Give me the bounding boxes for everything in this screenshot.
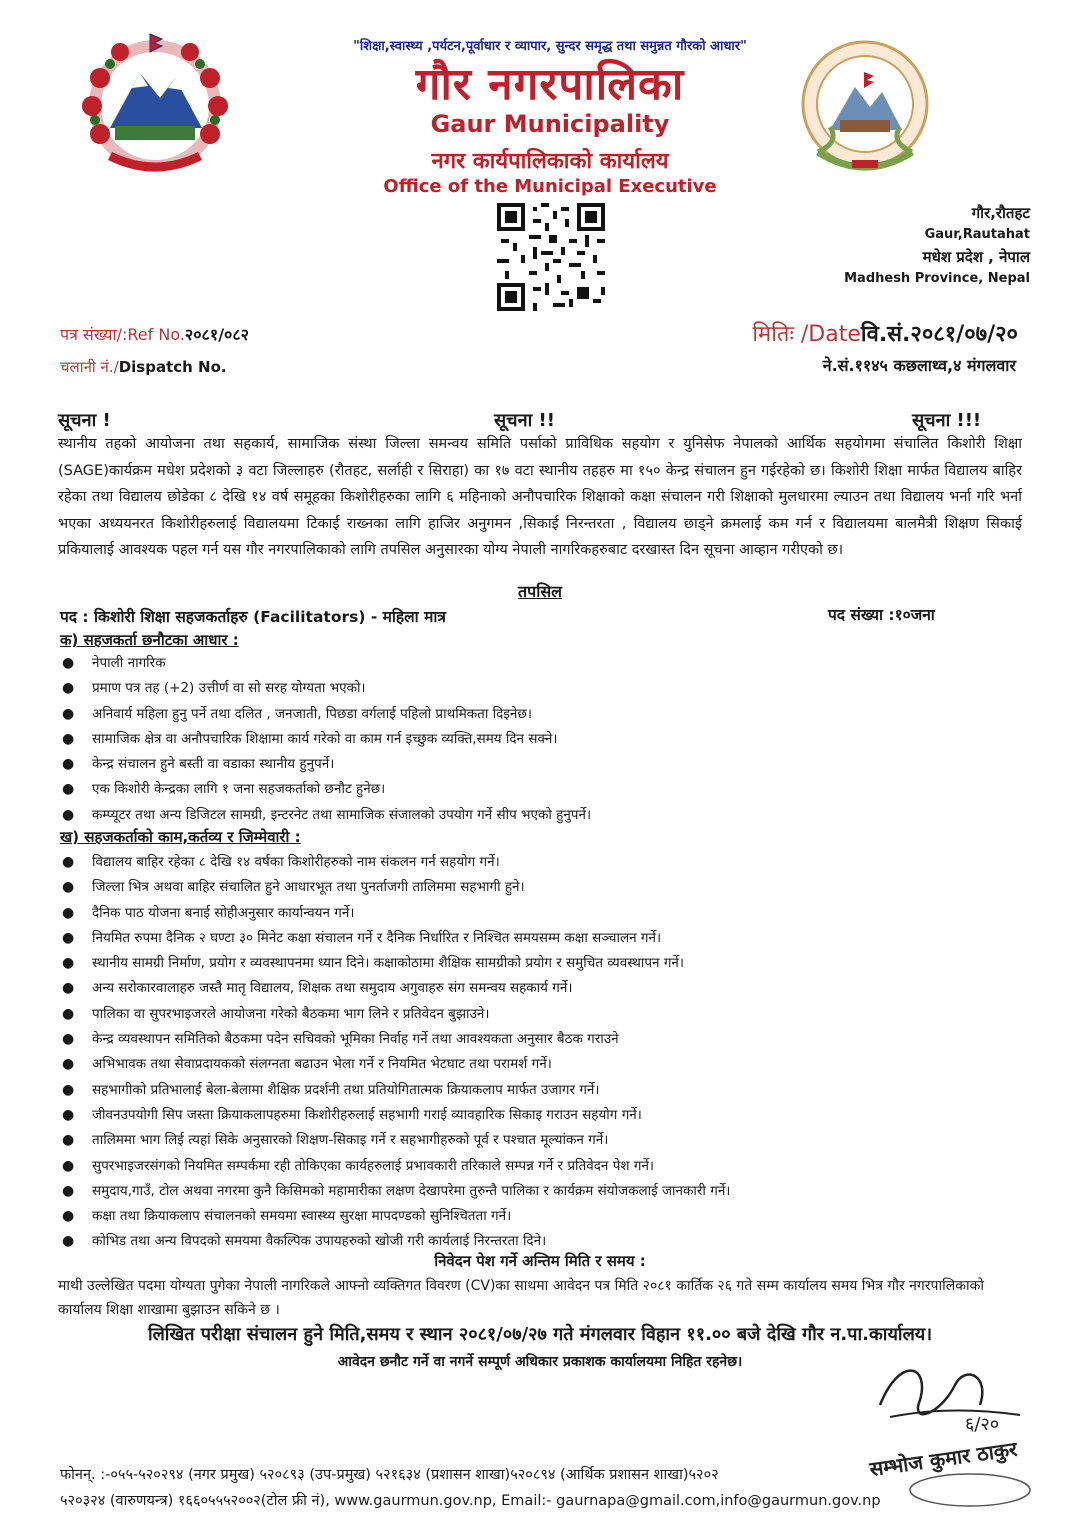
criteria-list [60,651,591,828]
list-item [60,1154,730,1179]
ref-value: २०८१/०८२ [184,325,250,344]
header-slogan: "शिक्षा,स्वास्थ्य ,पर्यटन,पूर्वाधार र व्यापार, सुन्दर समृद्ध तथा समुन्नत गौरको आधार" [353,39,747,54]
bullet-icon: ● [62,929,75,946]
list-item [60,1027,730,1052]
notice-heading-1: सूचना ! [58,410,111,431]
bullet-icon: ● [62,1208,75,1225]
duty-item-text: दैनिक पाठ योजना बनाई सोहीअनुसार कार्यान्वयन गर्ने। [92,904,355,921]
post-title: पद : किशोरी शिक्षा सहजकर्ताहरु (Facilitators) - महिला मात्र [60,608,446,626]
date-label: मितिः /Date [752,322,861,347]
bullet-icon: ● [62,680,75,697]
bullet-icon: ● [62,1157,75,1174]
issue-date [752,318,1018,348]
criteria-item-text: नेपाली नागरिक [92,655,166,671]
signature-date: ६/२० [965,1414,1000,1435]
list-item [60,1103,730,1128]
application-deadline-title: निवेदन पेश गर्ने अन्तिम मिति र समय : [434,1252,646,1270]
bullet-icon: ● [62,730,75,747]
duty-item-text: अन्य सरोकारवालाहरु जस्तै मातृ विद्यालय, शिक्षक तथा समुदाय अगुवाहरु संग समन्वय सहकार्य गर्ने। [92,980,573,997]
footer-phone-numbers: फोनन्. :-०५५-५२०२९४ (नगर प्रमुख) ५२०८९३ (उप-प्रमुख) ५२१६३४ (प्रशासन शाखा)५२०८९४ (आर्थिक प्रशासन शाखा)५२०२ [60,1467,719,1483]
bullet-icon: ● [62,904,75,921]
criteria-item-text: प्रमाण पत्र तह (+2) उत्तीर्ण वा सो सरह योग्यता भएको। [92,680,366,697]
details-heading [0,580,1080,602]
duty-item-text: विद्यालय बाहिर रहेका ८ देखि १४ वर्षका किशोरीहरुको नाम संकलन गर्न सहयोग गर्ने। [92,854,500,870]
notice-body: स्थानीय तहको आयोजना तथा सहकार्य, सामाजिक संस्था जिल्ला समन्वय समिति पर्साको प्राविधिक सहयोग र युनिसेफ नेपालको आर्थिक सहयोगमा संचालित किशोरी शिक्षा (SAGE)कार्यक्रम मधेश प्रदेशको ३ वटा जिल्लाहरु (रौतहट, सर्लाही र सिराहा) का १७ वटा स्थानीय तहहरु मा १५० केन्द्र संचालन हुन गईरहेको छ। किशोरी शिक्षा मार्फत विद्यालय बाहिर रहेका तथा विद्यालय छोडेका ८ देखि १४ वर्ष समूहका किशोरीहरुका लागि ६ महिनाको अनौपचारिक शिक्षाको कक्षा संचालन गरी शिक्षाको मुलधारमा ल्याउन तथा विद्यालय भर्ना गरि भर्ना भएका अध्ययनरत किशोरीहरुलाई विद्यालयमा टिकाई राख्नका लागि हाजिर अनुगमन ,सिकाई निरन्तरता , विद्यालय छाड्ने क्रमलाई कम गर्न र विद्यालयमा बालमैत्री शिक्षण सिकाई प्रकियालाई आवश्यक पहल गर्न यस गौर नगरपालिकाको लागि तपसिल अनुसारका योग्य नेपाली नागरिकहरुबाट दरखास्त दिन सूचना आव्हान गरीएको छ। [58,436,1022,558]
list-item [60,1078,730,1103]
bullet-icon: ● [62,781,75,798]
details-heading-text: तपसिल [517,582,563,601]
list-item [60,1128,730,1153]
office-address [844,202,1030,290]
municipality-logo-icon [790,32,940,182]
qr-code-icon [497,203,605,311]
ref-label: पत्र संख्या/:Ref No. [60,325,185,344]
duty-item-text: कोभिड तथा अन्य विपदको समयमा वैकल्पिक उपायहरुको खोजी गरी कार्यलाई निरन्तरता दिने। [92,1233,547,1250]
bullet-icon: ● [62,1005,75,1022]
duty-item-text: नियमित रुपमा दैनिक २ घण्टा ३० मिनेट कक्षा संचालन गर्ने र दैनिक निर्धारित र निश्चित समयसम्म कक्षा सञ्चालन गर्ने। [92,929,662,946]
duty-item-text: जिल्ला भित्र अथवा बाहिर संचालित हुने आधारभूत तथा पुनर्ताजगी तालिममा सहभागी हुने। [92,879,525,896]
list-item [60,777,591,802]
list-item [60,951,730,976]
bullet-icon: ● [62,1233,75,1250]
notice-heading-2: सूचना !! [494,410,555,431]
list-item [60,926,730,951]
signature-icon [860,1345,1040,1515]
duty-item-text: अभिभावक तथा सेवाप्रदायकको संलग्नता बढाउन भेला गर्ने र नियमित भेटघाट तथा परामर्श गर्ने। [92,1056,552,1073]
criteria-item-text: सामाजिक क्षेत्र वा अनौपचारिक शिक्षामा कार्य गरेको वा काम गर्न इच्छुक व्यक्ति,समय दिन सक्ने। [92,730,558,747]
nepal-sambat-date: ने.सं.११४५ कछलाथ्व,४ मंगलवार [822,356,1016,375]
list-item [60,727,591,752]
office-title-english: Office of the Municipal Executive [383,176,717,197]
address-line-1: गौर,रौतहट [971,204,1030,222]
list-item [60,1204,730,1229]
nepal-emblem-icon [70,28,240,178]
notice-heading-3: सूचना !!! [912,410,982,431]
list-item [60,875,730,900]
list-item [60,651,591,676]
list-item [60,901,730,926]
list-item [60,1052,730,1077]
bullet-icon: ● [62,756,75,773]
footer-contact: ५२०३२४ (वारुणयन्त्र) १६६०५५५२००२(टोल फ्री नं), www.gaurmun.gov.np, Email:- gaurnapa@gmail.com,info@gaurmun.gov.np [60,1493,881,1509]
bullet-icon: ● [62,955,75,972]
bullet-icon: ● [62,806,75,823]
duties-title: ख) सहजकर्ताको काम,कर्तव्य र जिम्मेवारी : [60,828,301,846]
bullet-icon: ● [62,1081,75,1098]
list-item [60,702,591,727]
list-item [60,803,591,828]
list-item [60,752,591,777]
list-item [60,1179,730,1204]
bullet-icon: ● [62,1182,75,1199]
bullet-icon: ● [62,1056,75,1073]
criteria-item-text: एक किशोरी केन्द्रका लागि १ जना सहजकर्ताको छनौट हुनेछ। [92,781,386,798]
municipality-title-english: Gaur Municipality [430,110,670,138]
municipality-title-nepali: गौर नगरपालिका [415,59,685,110]
bullet-icon: ● [62,1031,75,1048]
duty-item-text: तालिममा भाग लिई त्यहां सिके अनुसारको शिक्षण-सिकाइ गर्ने र सहभागीहरुको पूर्व र पश्चात मूल्यांकन गर्ने। [92,1132,609,1149]
bullet-icon: ● [62,655,75,671]
address-line-4: Madhesh Province, Nepal [844,271,1030,286]
criteria-item-text: कम्प्यूटर तथा अन्य डिजिटल सामग्री, इन्टरनेट तथा सामाजिक संजालको उपयोग गर्ने सीप भएको हुनुपर्ने। [92,806,592,823]
date-value: वि.सं.२०८१/०७/२० [860,322,1018,347]
office-title-nepali: नगर कार्यपालिकाको कार्यालय [431,149,669,174]
duties-list [60,850,730,1255]
criteria-title: क) सहजकर्ता छनौटका आधार : [60,631,239,649]
duty-item-text: पालिका वा सुपरभाइजरले आयोजना गरेको बैठकमा भाग लिने र प्रतिवेदन बुझाउने। [92,1005,490,1022]
duty-item-text: सुपरभाइजरसंगको नियमित सम्पर्कमा रही तोकिएका कार्यहरुलाई प्रभावकारी तरिकाले सम्पन्न गर्ने र प्रतिवेदन पेश गर्ने। [92,1157,655,1174]
bullet-icon: ● [62,1132,75,1149]
dispatch-value: Dispatch No. [118,358,227,376]
bullet-icon: ● [62,879,75,896]
bullet-icon: ● [62,705,75,722]
criteria-item-text: अनिवार्य महिला हुनु पर्ने तथा दलित , जनजाती, पिछडा वर्गलाई पहिलो प्राथमिकता दिइनेछ। [92,705,532,722]
reference-number [60,323,249,345]
list-item [60,1002,730,1027]
list-item [60,976,730,1001]
duty-item-text: जीवनउपयोगी सिप जस्ता क्रियाकलापहरुमा किशोरीहरुलाई सहभागी गराई व्यावहारिक सिकाइ गराउन सहयोग गर्ने। [92,1106,642,1123]
dispatch-label: चलानी नं./ [60,358,119,376]
duty-item-text: केन्द्र व्यवस्थापन समितिको बैठकमा पदेन सचिवको भूमिका निर्वाह गर्ने तथा आवश्यकता अनुसार बैठक गराउने [92,1031,619,1048]
exam-schedule: लिखित परीक्षा संचालन हुने मिति,समय र स्थान २०८१/०७/२७ गते मंगलवार विहान ११.०० बजे देखि गौर न.पा.कार्यालय। [147,1324,933,1345]
address-line-2: Gaur,Rautahat [924,227,1030,242]
address-line-3: मधेश प्रदेश , नेपाल [922,248,1030,266]
duty-item-text: सहभागीको प्रतिभालाई बेला-बेलामा शैक्षिक प्रदर्शनी तथा प्रतियोगितात्मक क्रियाकलाप मार्फत उजागर गर्ने। [92,1081,600,1098]
duty-item-text: स्थानीय सामग्री निर्माण, प्रयोग र व्यवस्थापनमा ध्यान दिने। कक्षाकोठामा शैक्षिक सामग्रीको प्रयोग र समुचित व्यवस्थापन गर्ने। [92,955,685,972]
application-body: माथी उल्लेखित पदमा योग्यता पुगेका नेपाली नागरिकले आफ्नो व्यक्तिगत विवरण (CV)का साथमा आवेदन पत्र मिति २०८१ कार्तिक २६ गते सम्म कार्यालय समय भित्र गौर नगरपालिकाको कार्यालय शिक्षा शाखामा बुझाउन सकिने छ । [58,1278,984,1318]
bullet-icon: ● [62,980,75,997]
bullet-icon: ● [62,854,75,870]
bullet-icon: ● [62,1106,75,1123]
list-item [60,676,591,701]
list-item [60,850,730,875]
signature-name: सम्भोज कुमार ठाकुर [868,1436,1019,1482]
duty-item-text: कक्षा तथा क्रियाकलाप संचालनको समयमा स्वास्थ्य सुरक्षा मापदण्डको सुनिश्चितता गर्ने। [92,1208,512,1225]
duty-item-text: समुदाय,गाउँ, टोल अथवा नगरमा कुनै किसिमको महामारीका लक्षण देखापरेमा तुरुन्तै पालिका र कार्यक्रम संयोजकलाई जानकारी गर्ने। [92,1182,731,1199]
rights-reserved-note: आवेदन छनौट गर्ने वा नगर्ने सम्पूर्ण अधिकार प्रकाशक कार्यालयमा निहित रहनेछ। [337,1354,743,1370]
criteria-item-text: केन्द्र संचालन हुने बस्ती वा वडाका स्थानीय हुनुपर्ने। [92,756,335,773]
post-count: पद संख्या :१०जना [828,606,935,624]
dispatch-number [60,357,227,377]
